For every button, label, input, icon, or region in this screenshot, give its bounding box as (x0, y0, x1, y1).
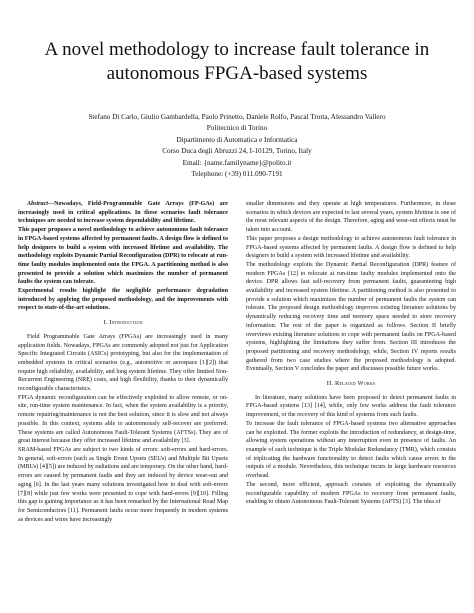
author-block (20, 112, 454, 180)
abstract-paragraph: Abstract—Nowadays, Field-Programmable Gate Arrays (FP-GAs) are increasingly used in critical applications. In these scenarios fault tolerance techniques are needed to increase system dependability and lifetime. (18, 201, 228, 225)
right-column (246, 200, 456, 507)
body-paragraph: SRAM-based FPGAs are subject to two kinds of errors: soft-errors and hard-errors. In general, soft-errors (such as Single Event Upsets (SEUs) and Multiple Bit Upsets (MBUs) [4][5]) are induced by radiations and are temporary. On the other hand, hard-errors are caused by permanent faults and they are induced by device wear-out and aging [6]. In the last years many solutions investigated how to deal with soft-errors [7][8] while just few works were presented to cope with hard-errors [9][10]. Filling this gap is gaining importance as it has been remarked by the International Road Map for Semiconductors [11]. Permanent faults occur more frequently in modern systems as devices and wires have increasingly (18, 446, 228, 523)
body-paragraph: smaller dimensions and they operate at high temperatures. Furthermore, in those scenarios in which devices are expected to last several years, system lifetime is one of the most relevant aspects of the design. Therefore, aging and wear-out effects must be taken into account. (246, 201, 456, 234)
left-column (18, 200, 228, 524)
institution: Politecnico di Torino (206, 124, 268, 133)
abstract-paragraph: Experimental results highlight the negligible performance degradation introduced by applying the proposed methodology, and the improvements with respect to state-of-the-art solutions. (18, 288, 228, 312)
department: Dipartimento di Automatica e Informatica (176, 135, 298, 144)
abstract (18, 200, 228, 313)
body-paragraph: The second, more efficient, approach consists of exploiting the dynamically reconfigurable capability of modern FPGAs to recovery from permanent faults, enabling to obtain Autonomous Fault-Tolerant Systems (AFTS) [3]. The idea of (246, 481, 456, 506)
telephone: Telephone: (+39) 011.090-7191 (191, 170, 283, 179)
body-paragraph: FPGA dynamic reconfiguration can be effectively exploited to allow remote, or on-site, run-time system maintenance. In fact, when the system availability is a priority, remote repairing/maintenance is not the best solution, since it is slow and not always possible. In this context, systems able to autonomously self-recover are preferred. These systems are called Autonomous Fault-Tolerant Systems (AFTSs). They are of great interest because they offer increased lifetime and availability [3]. (18, 394, 228, 445)
body-paragraph: In literature, many solutions have been proposed to detect permanent faults in FPGA-based systems [13] [14], while, only few works address the fault tolerance improvement, or the recovery of this kind of systems from such faults. (246, 394, 456, 419)
body-paragraph: Field Programmable Gate Arrays (FPGAs) are increasingly used in many application fields. Nowadays, FPGAs are commonly adopted not just for Application Specific Integrated Circuits (ASICs) prototyping, but also for the implementation of embedded systems in critical scenarios (e.g., automotive or aerospace [1][2]) that require high reliability, availability, and long system lifetime. They offer limited Non-Recurrent Engineering (NRE) costs, and high flexibility, thanks to their dynamically reconfigurable characteristics. (18, 333, 228, 393)
author-list: Stefano Di Carlo, Giulio Gambardella, Paolo Prinetto, Daniele Rolfo, Pascal Trotta, Alessandro Vallero (88, 113, 386, 121)
abstract-paragraph: This paper proposes a novel methodology to achieve autonomous fault tolerance in FPGA-based systems affected by permanent faults. A design flow is defined to help designers to build a system with increased lifetime and availability. The methodology exploits Dynamic Partial Reconfiguration (DPR) to relocate at run-time faulty modules implemented onto the FPGA. A partitioning method is also presented to provide a solution which maximizes the number of permanent faults the system can tolerate. (18, 227, 228, 286)
email: Email: {name.familyname}@polito.it (182, 158, 292, 167)
body-paragraph: To increase the fault tolerance of FPGA-based systems two alternative approaches can be exploited. The former exploits the introduction of redundancy, at design-time, allowing system operations without any interruption even in presence of faults. An example of such technique is the Triple Modular Redundancy (TMR), which consists of triplicating the hardware functionality to detect faults which cause errors in the outputs of a module. Nevertheless, this technique incurs in large hardware resources overhead. (246, 420, 456, 480)
section-heading-related-works: II. Related Works (326, 380, 376, 388)
abstract-label: Abstract (27, 201, 48, 207)
body-paragraph: This paper proposes a design methodology to achieve autonomous fault tolerance in FPGA-based systems affected by permanent faults. A design flow is defined to help designers to build a system with increased lifetime and availability. (246, 235, 456, 260)
section-heading-introduction: I. Introduction (103, 319, 143, 327)
address: Corso Duca degli Abruzzi 24, I-10129, Torino, Italy (162, 147, 312, 156)
paper-title: A novel methodology to increase fault tolerance in autonomous FPGA-based systems (44, 39, 430, 84)
body-paragraph: The methodology exploits the Dynamic Partial Reconfiguration (DPR) feature of modern FPGAs [12] to relocate at run-time faulty modules implemented onto the device. DPR allows fast self-recovery from permanent faults, guaranteeing high availability and increased system lifetime. A partitioning method is also presented to provide a solution which maximizes the number of permanent faults the system can tolerate. The proposed design methodology improves existing literature solutions by dynamically reducing recovery time and memory space needed to store recovery information. The rest of the paper is organized as follows. Section II briefly overviews existing literature solutions to cope with permanent faults on FPGA-based systems, highlighting the limitations they suffer from. Section III introduces the proposed partitioning and recovery methodology, while, Section IV reports results gathered from two case studies where the proposed methodology is adopted. Eventually, Section V concludes the paper and discusses possible future works. (246, 261, 456, 373)
